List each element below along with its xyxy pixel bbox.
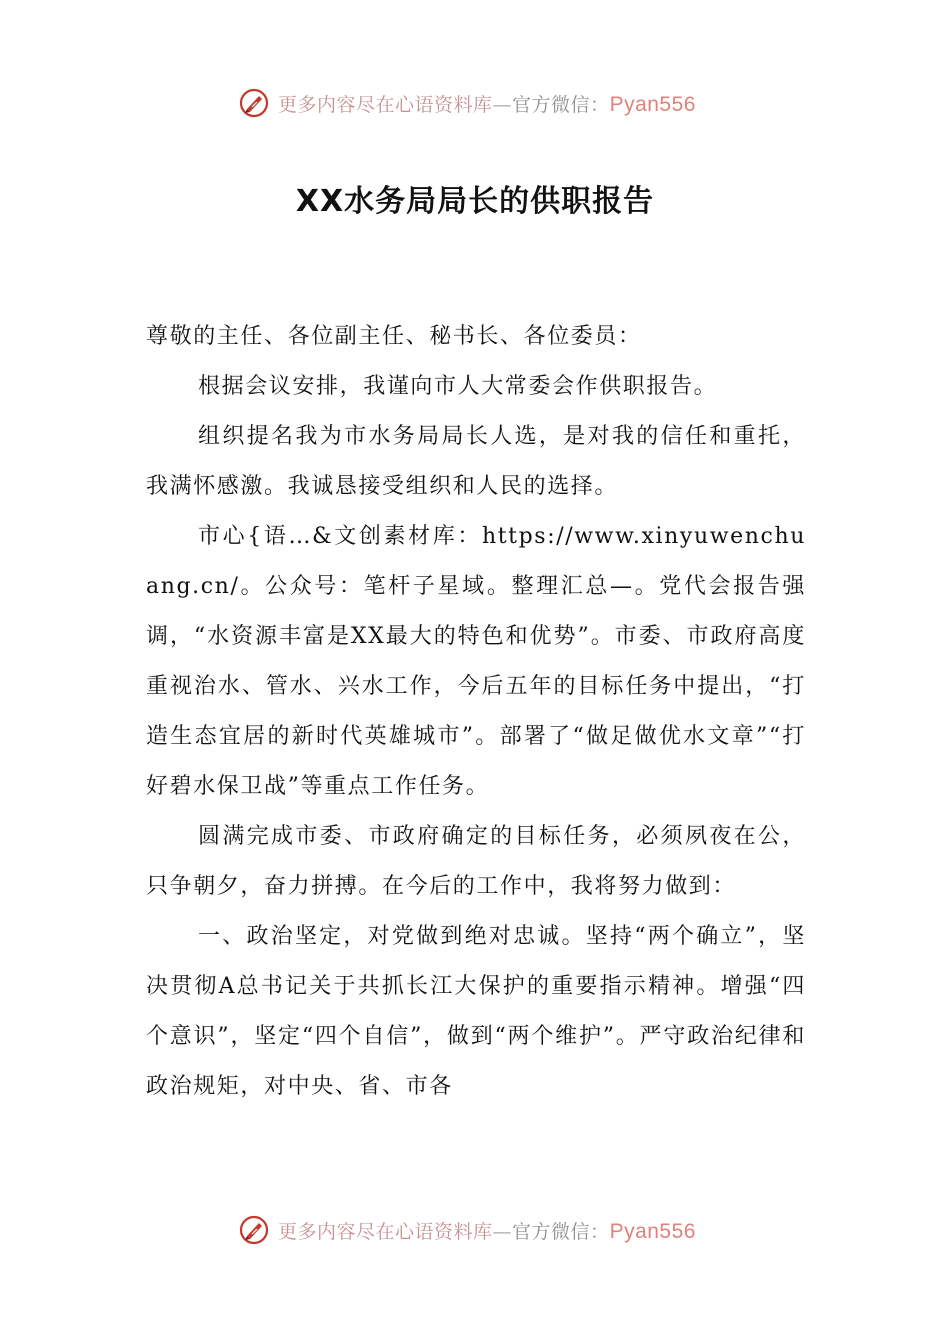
watermark-wechat-label: 官方微信： [512,93,610,116]
watermark-wechat-id: Pyan556 [609,92,696,116]
body-paragraph: 根据会议安排，我谨向市人大常委会作供职报告。 [198,374,718,399]
body-paragraph: 圆满完成市委、市政府确定的目标任务，必须夙夜在公，只争朝夕，奋力拼搏。在今后的工作中，我将努力做到： [146,824,806,899]
watermark-wechat-label: 官方微信： [512,1220,610,1243]
header-watermark-banner [0,83,950,123]
document-title: XX水务局局长的供职报告 [295,184,655,219]
pen-logo-icon [238,87,270,119]
document-body [146,312,806,1112]
body-paragraph: 组织提名我为市水务局局长人选，是对我的信任和重托，我满怀感激。我诚恳接受组织和人民的选择。 [146,424,806,499]
watermark-dash: — [492,1220,513,1243]
watermark-lead-text: 更多内容尽在心语资料库 [278,93,493,116]
header-watermark-content [238,87,696,119]
body-paragraph: 一、政治坚定，对党做到绝对忠诚。坚持“两个确立”，坚决贯彻A总书记关于共抓长江大保护的重要指示精神。增强“四个意识”，坚定“四个自信”，做到“两个维护”。严守政治纪律和政治规矩，对中央、省、市各 [146,924,806,1099]
watermark-text [278,90,696,117]
body-paragraph: 市心{语…&文创素材库：https://www.xinyuwenchuang.cn/。公众号：笔杆子星域。整理汇总—。党代会报告强调，“水资源丰富是XX最大的特色和优势”。市委、市政府高度重视治水、管水、兴水工作，今后五年的目标任务中提出，“打造生态宜居的新时代英雄城市”。部署了“做足做优水文章”“打好碧水保卫战”等重点工作任务。 [146,524,806,799]
watermark-lead-text: 更多内容尽在心语资料库 [278,1220,493,1243]
salutation: 尊敬的主任、各位副主任、秘书长、各位委员： [146,324,642,349]
footer-watermark-content [238,1214,696,1246]
watermark-text [278,1217,696,1244]
watermark-dash: — [492,93,513,116]
pen-logo-icon [238,1214,270,1246]
footer-watermark-banner [0,1210,950,1250]
watermark-wechat-id: Pyan556 [609,1219,696,1243]
